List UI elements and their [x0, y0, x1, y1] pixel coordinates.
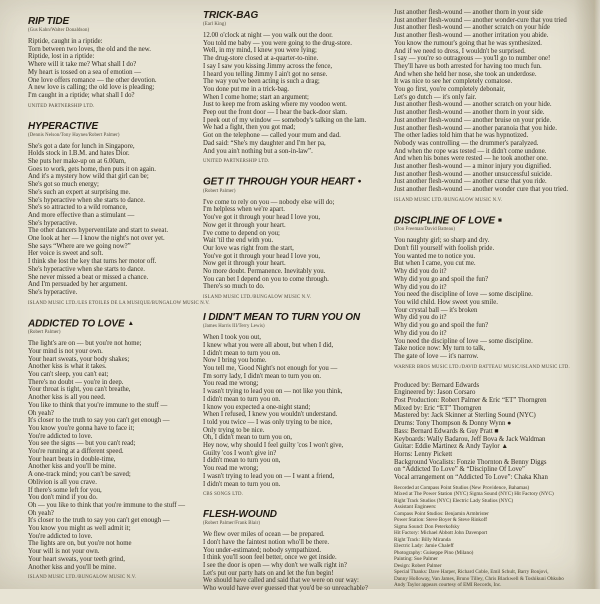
lyric-line: Just another flesh-wound — another bruise on your pride.	[394, 116, 552, 124]
song-writers: (Don Freeman/David Batteau)	[394, 227, 456, 233]
lyric-line: You need the discipline of love — some discipline.	[394, 337, 533, 345]
lyric-line: Just another flesh-wound — another wonder-cure that you tried	[394, 16, 567, 24]
lyric-line: Your heart sweats, your body shakes;	[28, 355, 130, 363]
lyric-line: And more effective than a stimulant —	[28, 211, 135, 219]
lyric-line: One love offers romance — the other devotion.	[28, 76, 157, 84]
lyric-line: I didn't mean to turn you on.	[203, 349, 281, 357]
lyric-line: Dad said: “She's my daughter and I'm her pa,	[203, 139, 326, 147]
lyric-line: Your mind is not your own.	[28, 347, 103, 355]
publisher-credit: CBS SONGS LTD.	[203, 492, 244, 498]
lyric-line: Why did you go and spoil the fun?	[394, 322, 489, 330]
lyric-line: Oh yeah?	[28, 509, 54, 517]
lyric-line: I say I saw you kissing Jimmy across the fence,	[203, 62, 333, 70]
lyric-line: Only trying to be nice.	[203, 426, 265, 434]
lyric-line: The other dancers hyperventilate and start to sweat.	[28, 227, 169, 235]
lyric-line: I knew what you were all about, but when I did,	[203, 341, 334, 349]
lyric-line: Well, in my mind, I knew you were lying;	[203, 47, 317, 55]
lyric-line: Your heart sweats, your teeth grind,	[28, 555, 125, 563]
song-symbol-icon: ▲	[127, 319, 134, 327]
fine-print-line: Danny Holloway, Van James, Bruno Tilley, Chris Blackwell & Toshikuni Ohkubo	[394, 575, 564, 582]
lyric-line: Peep out the front door — I hear the back-door slam.	[203, 109, 348, 117]
lyric-line: And when his bones were rested — he took another one.	[394, 155, 548, 163]
column-col1	[28, 16, 210, 592]
lyric-line: Just another flesh-wound — another wonder cure that you tried.	[394, 186, 569, 194]
lyric-line: When I come home; start an argument;	[203, 93, 309, 101]
lyric-line: Your heart beats in double-time,	[28, 455, 116, 463]
credit-line: Engineered by: Jason Corsaro	[394, 389, 476, 397]
lyric-line: Our love was right from the start,	[203, 244, 294, 252]
lyric-line: I'm caught in a riptide; what shall I do?	[28, 91, 135, 99]
lyric-line: She's so attracted to a wild romance,	[28, 204, 128, 212]
lyric-line: She puts her make-up on at 6.00am,	[28, 158, 126, 166]
publisher-credit: WARNER BROS MUSIC LTD./DAVID BATTEAU MUSIC/ISLAND MUSIC LTD.	[394, 364, 570, 370]
lyric-line: Why did you do it?	[394, 268, 447, 276]
lyric-line: Why did you go and spoil the fun?	[394, 275, 489, 283]
lyric-line: Riptide, caught in a riptide:	[28, 38, 103, 45]
credit-line: Horns: Lenny Pickett	[394, 450, 453, 458]
credit-line: Guitar: Eddie Martinez & Andy Taylor ▲	[394, 443, 509, 451]
lyric-line: She's hyperactive when she starts to dance.	[28, 265, 145, 273]
lyric-line: You read me wrong;	[203, 380, 259, 388]
lyric-line: She's got a date for lunch in Singapore,	[28, 142, 135, 150]
lyric-line: And if we need to dress, I wouldn't be surprised.	[394, 47, 526, 55]
lyric-line: I see the door is open — why don't we walk right in?	[203, 562, 347, 570]
publisher-credit: ISLAND MUSIC LTD./BUNGALOW MUSIC N.V.	[394, 197, 503, 203]
song-flesh-wound-continued	[394, 9, 596, 204]
lyric-line: And when she held her nose, she took an underdose.	[394, 70, 537, 78]
lyric-line: You naughty girl; so sharp and dry.	[394, 237, 490, 245]
song-flesh-wound	[203, 509, 391, 593]
lyric-line: I've come to rely on you — nobody else will do;	[203, 198, 335, 206]
fine-print-line: Assistant Engineers:	[394, 504, 437, 511]
fine-print-line: Sigma Sound: Don Peterkofsky	[394, 523, 460, 530]
song-title-text: RIP TIDE	[28, 16, 70, 27]
lyric-line: Why did you do it?	[394, 314, 447, 322]
lyric-line: They'll have us both arrested for having too much fun.	[394, 62, 542, 70]
lyric-line: You've got it through your head I love you,	[203, 252, 321, 260]
lyric-line: Just another flesh-wound — another paranoia that you hide.	[394, 124, 557, 132]
lyric-line: Now get it through your heart.	[203, 260, 286, 268]
lyric-line: She says “Where are we going now?”	[28, 242, 131, 250]
lyric-line: There's so much to do.	[203, 283, 265, 291]
lyric-line: We should have called and said that we were on our way:	[203, 577, 359, 585]
lyric-line: Your will is not your own.	[28, 548, 100, 556]
lyric-line: Why did you do it?	[394, 329, 447, 337]
lyric-line: You wild child. How sweet you smile.	[394, 299, 498, 306]
song-title	[203, 509, 391, 520]
fine-print-block	[394, 485, 596, 589]
fine-print-line: Right Track Studios (NYC) Electric Lady Studios (NYC)	[394, 497, 514, 504]
lyric-line: You under-estimated; nobody sympathized.	[203, 546, 322, 554]
lyric-line: My heart is tossed on a sea of emotion —	[28, 68, 142, 76]
credit-line: Drums: Tony Thompson & Donny Wynn ●	[394, 420, 512, 428]
lyric-line: Take notice now: My turn to talk,	[394, 345, 486, 353]
lyric-line: She's hyperactive when she starts to dance.	[28, 196, 145, 204]
lyric-line: We flew over miles of ocean — be prepared.	[203, 531, 325, 539]
lyric-line: She's hyperactive.	[28, 219, 78, 227]
lyric-line: Let's put our party hats on and let the fun begin!	[203, 569, 334, 577]
lyric-line: Oblivion is all you crave.	[28, 478, 97, 486]
lyric-line: But when I came, you cut me.	[394, 260, 476, 268]
lyric-line: You told me baby — you were going to the drug-store.	[203, 39, 353, 47]
lyric-line: Just another flesh-wound — another unsuccessful suicide.	[394, 170, 552, 178]
lyric-line: I wasn't trying to lead you on — I want a friend,	[203, 472, 335, 480]
lyric-line: I didn't mean to turn you on.	[203, 395, 281, 403]
lyric-line: You read me wrong;	[203, 465, 259, 473]
lyric-line: The light's are on — but you're not home;	[28, 340, 142, 348]
fine-print-line: Special Thanks: Dave Harper, Richard Coble, Emil Schult, Barry Bonjovi,	[394, 569, 549, 576]
lyric-line: I'm helpless when we're apart.	[203, 206, 285, 214]
lyric-line: There's no doubt — you're in deep.	[28, 378, 124, 386]
lyric-line: You're addicted to love.	[28, 432, 93, 440]
song-title-text: FLESH-WOUND	[203, 509, 277, 521]
lyric-line: Another kiss is all you need.	[28, 394, 106, 402]
lyric-line: You like to think that you're immune to the stuff —	[28, 401, 168, 409]
song-i-didnt-mean-to-turn-you-on	[203, 312, 391, 498]
credits-block	[394, 382, 596, 482]
song-get-it-through-your-heart	[203, 176, 391, 301]
lyric-line: I told you twice — I was only trying to be nice,	[203, 418, 333, 426]
lyric-line: Why did you do it?	[394, 283, 447, 291]
lyric-line: You don't mind if you do.	[28, 494, 98, 502]
song-writers: (James Harris III/Terry Lewis)	[203, 324, 265, 330]
lyric-line: You done put me in a trick-bag.	[203, 85, 289, 93]
song-writers: (Robert Palmer)	[28, 330, 61, 336]
credit-line: Keyboards: Wally Badarou, Jeff Bova & Jack Waldman	[394, 435, 546, 443]
lyric-line: She's such an expert at surprising me.	[28, 188, 131, 196]
lyric-line: Another kiss and you'll be mine.	[28, 463, 117, 471]
lyric-line: Now I bring you home.	[203, 357, 267, 365]
song-title	[28, 318, 198, 330]
lyric-line: A one-track mind; you can't be saved;	[28, 471, 131, 479]
song-title	[203, 312, 391, 323]
lyric-line: When I took you out,	[203, 334, 261, 342]
song-title	[394, 215, 596, 227]
lyric-line: Goes to work, gets home, then puts it on again.	[28, 165, 156, 173]
song-hyperactive	[28, 120, 210, 307]
lyric-line: No more doubt. Permanence. Inevitably you.	[203, 268, 326, 276]
song-title-text: I DIDN'T MEAN TO TURN YOU ON	[203, 312, 360, 324]
lyric-line: You tell me, 'Good Night's not enough for you —	[203, 365, 338, 372]
lyric-line: The way you've been acting is such a drag;	[203, 78, 320, 86]
credit-line: Vocal arrangement on “Addicted To Love”: Chaka Khan	[394, 474, 548, 482]
lyric-line: I wasn't trying to lead you on — not like you think,	[203, 388, 343, 396]
lyric-line: Another kiss and you'll be mine.	[28, 563, 117, 571]
lyric-line: It's closer to the truth to say you can't get enough —	[28, 517, 170, 525]
credit-line: Mixed by: Eric “ET” Thorngren	[394, 404, 482, 412]
lyric-line: You're running at a different speed.	[28, 448, 124, 456]
lyric-line: Got on the telephone — called your mum and dad.	[203, 132, 341, 140]
fine-print-line: Compass Point Studios: Benjamin Armbrister	[394, 510, 489, 517]
column-col2	[203, 10, 391, 604]
lyric-line: Don't fill yourself with foolish pride.	[394, 245, 495, 253]
lyric-line: Holds stock in I.B.M. and hates Dior.	[28, 150, 130, 158]
lyric-line: You can bet I depend on you to come through.	[203, 275, 329, 283]
song-title	[203, 176, 391, 188]
lyric-line: It was nice to see her completely comatose.	[394, 78, 513, 86]
lyric-line: And when the rope was tested — it didn't come undone.	[394, 147, 547, 155]
publisher-credit: ISLAND MUSIC LTD./BUNGALOW MUSIC N.V.	[203, 295, 312, 301]
lyric-line: You see the signs — but you can't read;	[28, 440, 136, 448]
fine-print-line: Andy Taylor appears courtesy of EMI Records, Inc.	[394, 582, 502, 589]
publisher-credit: ISLAND MUSIC LTD./LES ETOILES DE LA MUSIQUE/BUNGALOW MUSIC N.V.	[28, 300, 210, 306]
lyric-line: Now get it through your heart.	[203, 221, 286, 229]
lyric-line: I didn't mean to turn you on,	[203, 457, 281, 465]
publisher-credit: UNITED PARTNERSHIP LTD.	[203, 159, 270, 165]
lyric-line: You know the rumour's going that he was synthesized.	[394, 39, 542, 47]
song-writers: (Gus Kahn/Walter Donaldson)	[28, 28, 90, 33]
lyric-line: You wanted me to notice you.	[394, 252, 476, 260]
lyric-line: You're addicted to love.	[28, 532, 93, 540]
lyric-line: When I refused, I knew you wouldn't understand.	[203, 411, 338, 419]
fine-print-line: Power Station: Steve Boyer & Steve Rinkoff	[394, 517, 487, 524]
song-addicted-to-love	[28, 318, 198, 582]
lyric-line: Just another flesh-wound — another thorn in your side.	[394, 109, 545, 117]
song-discipline-of-love	[394, 215, 596, 371]
lyric-line: You go first, you're completely debonair,	[394, 86, 506, 94]
publisher-credit: UNITED PARTNERSHIP LTD.	[28, 103, 95, 109]
lyric-line: Let's go dutch — it's only fair.	[394, 93, 477, 101]
lyric-line: It's closer to the truth to say you can't get enough —	[28, 417, 170, 425]
credit-line: Post Production: Robert Palmer & Eric “ET” Thorngren	[394, 397, 547, 405]
lyric-line: Her voice is sweet and soft.	[28, 250, 104, 258]
lyric-line: The other ladies told him that he was hypnotized.	[394, 132, 529, 140]
lyric-line: Hey now, why should I feel guilty 'cos I won't give,	[203, 442, 344, 450]
lyric-line: You need the discipline of love — some discipline.	[394, 291, 533, 299]
lyric-line: Just another flesh-wound — another thorn in your side	[394, 9, 543, 16]
lyric-line: Just to keep me from asking where my voodoo went.	[203, 101, 347, 109]
song-title-text: DISCIPLINE OF LOVE	[394, 215, 495, 227]
lyric-line: Just another flesh-wound — another scratch on your hide.	[394, 101, 552, 109]
lyric-line: Just another flesh-wound — another curse that you ride.	[394, 178, 547, 186]
lyric-line: I know you expected a one-night stand;	[203, 403, 311, 411]
song-writers: (Earl King)	[203, 22, 227, 27]
lyric-line: And it's a mystery how wild that girl can be;	[28, 173, 149, 181]
lyric-line: Torn between two loves, the old and the new.	[28, 45, 151, 53]
lyric-line: Just another flesh-wound — another irritation you abide.	[394, 32, 549, 40]
lyric-line: I say — you're so outrageous — you'll go to number one!	[394, 55, 551, 63]
lyric-line: Oh, I didn't mean to turn you on,	[203, 434, 293, 442]
song-title	[28, 121, 198, 132]
lyric-line: I think you'll soon feel better, once we get inside.	[203, 554, 337, 562]
credit-line: Bass: Bernard Edwards & Guy Pratt ■	[394, 427, 499, 435]
lyric-line: You've got it through your head I love you,	[203, 214, 321, 222]
lyric-line: Your crystal ball — it's broken	[394, 306, 478, 314]
lyric-line: Oh — you like to think that you're immune to the stuff —	[28, 501, 186, 509]
song-writers: (Robert Palmer/Frank Blair)	[203, 521, 261, 527]
lyric-line: I'm sorry lady, I didn't mean to turn you on.	[203, 372, 322, 380]
fine-print-line: Photography: Guiseppe Pino (Milano)	[394, 549, 474, 556]
song-symbol-icon: ■	[498, 216, 502, 224]
lyric-line: One look at her — I know the night's not over yet.	[28, 235, 165, 243]
lyric-line: The drug-store closed at a-quarter-to-nine.	[203, 55, 319, 63]
fine-print-line: Mixed at The Power Station (NYC) Sigma Sound (NYC) Hit Factory (NYC)	[394, 491, 554, 498]
lyric-line: Your throat is tight, you can't breathe,	[28, 386, 131, 394]
song-title-text: HYPERACTIVE	[28, 120, 99, 132]
lyric-line: Riptide, lost in a riptide:	[28, 53, 95, 61]
lyric-line: I've come to depend on you;	[203, 229, 280, 237]
lyric-line: She's hyperactive.	[28, 288, 78, 296]
publisher-credit: ISLAND MUSIC LTD./BUNGALOW MUSIC N.V.	[28, 575, 137, 581]
lyric-line: 12.00 o'clock at night — you walk out the door.	[203, 32, 333, 39]
song-title-text: TRICK-BAG	[203, 10, 259, 21]
lyric-line: Just another flesh-wound — a minor injury you dignified.	[394, 163, 552, 171]
lyric-line: Where will it take me? What shall I do?	[28, 61, 137, 69]
lyric-line: A new love is calling; the old love is pleading;	[28, 84, 155, 92]
song-writers: (Robert Palmer)	[203, 188, 236, 194]
song-rip-tide	[28, 16, 198, 110]
lyric-line: Oh yeah?	[28, 409, 54, 417]
credit-line: on “Addicted To Love” & “Discipline Of Love”	[394, 466, 525, 474]
lyric-line: We had a fight, then you got mad;	[203, 124, 296, 132]
lyric-line: The lights are on, but you're not home	[28, 540, 132, 548]
credit-line: Produced by: Bernard Edwards	[394, 381, 480, 389]
lyric-line: I heard you telling Jimmy I ain't got no sense.	[203, 70, 328, 78]
fine-print-line: Painting: Sue Palmer	[394, 556, 438, 563]
fine-print-line: Hit Factory: Michael Abbott John Davenport	[394, 530, 488, 537]
lyric-line: I peek out of my window — somebody's talking on the lam.	[203, 116, 367, 124]
song-title	[28, 16, 198, 27]
lyric-line: I didn't mean to turn you on.	[203, 480, 281, 488]
lyric-line: You know you might as well admit it;	[28, 525, 131, 533]
lyric-line: And you ain't nothing but a son-in-law”.	[203, 147, 313, 155]
lyric-line: Wait 'til the end with you.	[203, 237, 274, 245]
lyric-line: Just another flesh-wound — another scratch on your hide	[394, 24, 550, 32]
credit-line: Background Vocalists: Fonzie Thornton & Benny Diggs	[394, 458, 547, 466]
fine-print-line: Right Track: Billy Miranda	[394, 536, 451, 543]
fine-print-line: Design: Robert Palmer	[394, 562, 442, 569]
column-col3	[394, 9, 596, 589]
lyric-line: And I'm persuaded by her argument.	[28, 281, 128, 289]
lyric-line: You know you're gonna have to face it;	[28, 424, 135, 432]
song-writers: (Dennis Nelson/Tony Haynes/Robert Palmer)	[28, 132, 120, 138]
lyric-line: She never missed a beat or missed a chance.	[28, 273, 149, 281]
lyric-line: Guilty 'cos I won't give in?	[203, 449, 277, 457]
lyric-line: Another kiss is what it takes.	[28, 363, 107, 371]
lyric-line: I don't have the faintest notion who'll be there.	[203, 538, 330, 546]
lyric-line: She's got so much energy;	[28, 181, 99, 189]
lyric-line: I think she lost the key that turns her motor off.	[28, 258, 157, 266]
song-trick-bag	[203, 10, 391, 165]
song-title	[203, 10, 391, 21]
credit-line: Mastered by: Jack Skinner at Sterling Sound (NYC)	[394, 412, 536, 420]
song-title-text: GET IT THROUGH YOUR HEART	[203, 176, 355, 188]
lyric-line: Nobody was controlling — the drummer's paralyzed.	[394, 139, 539, 147]
fine-print-line: Electric Lady: Jamie Chaleff	[394, 543, 454, 550]
lyric-line: If there's some left for you,	[28, 486, 102, 494]
song-title-text: ADDICTED TO LOVE	[28, 318, 125, 330]
lyric-line: The gate of love — it's narrow.	[394, 352, 479, 360]
fine-print-line: Recorded at Compass Point Studios (New Providence, Bahamas)	[394, 484, 530, 491]
lyric-line: You can't sleep, you can't eat;	[28, 371, 109, 378]
song-symbol-icon: ●	[357, 178, 362, 186]
lyric-line: Who would have ever guessed that you'd be so unreachable?	[203, 585, 368, 593]
